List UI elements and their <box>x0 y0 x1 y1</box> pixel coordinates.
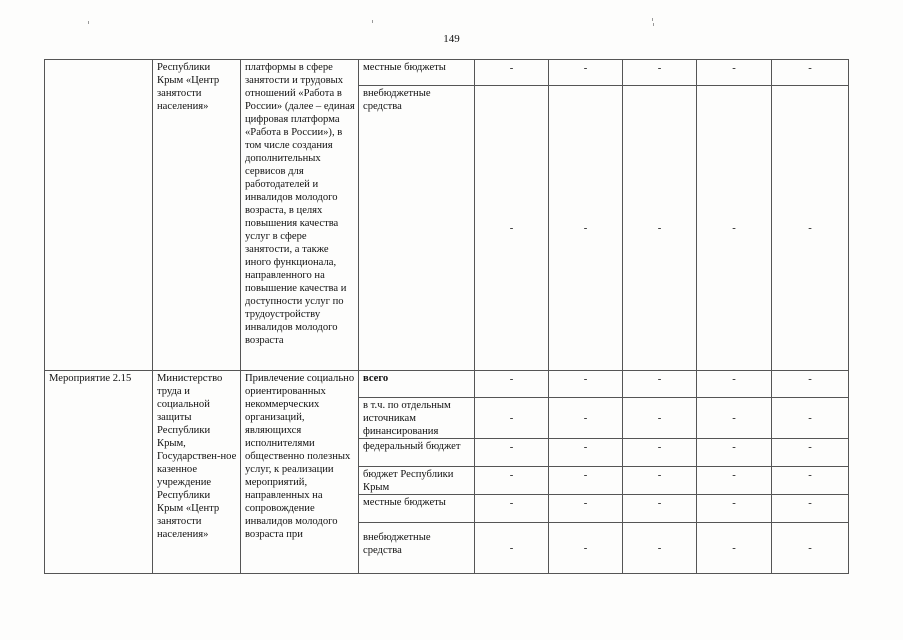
value-cell: - <box>772 439 849 467</box>
value-cell: - <box>697 439 772 467</box>
responsible-cell: Республики Крым «Центр занятости населения» <box>153 60 241 371</box>
funding-source-label: внебюджетные средства <box>359 86 475 371</box>
value-cell: - <box>549 467 623 495</box>
value-cell: - <box>475 398 549 439</box>
value-cell: - <box>697 398 772 439</box>
table-row <box>45 60 849 86</box>
description-cell: платформы в сфере занятости и трудовых отношений «Работа в России» (далее – единая цифровая платформа «Работа в России»), в том числе создания дополнительных сервисов для работодателей и инвалидов молодого возраста, в целях повышения качества услуг в сфере занятости, а также иного функционала, направленного на повышение качества и доступности услуг по трудоустройству инвалидов молодого возраста <box>241 60 359 371</box>
value-cell: - <box>623 495 697 523</box>
value-cell: - <box>772 371 849 398</box>
value-cell: - <box>475 495 549 523</box>
value-cell: - <box>623 467 697 495</box>
responsible-cell: Министерство труда и социальной защиты Республики Крым, Государствен-ное казенное учреждение Республики Крым «Центр занятости населения» <box>153 371 241 574</box>
value-cell: - <box>623 371 697 398</box>
value-cell: - <box>549 439 623 467</box>
funding-source-label: бюджет Республики Крым <box>359 467 475 495</box>
funding-source-label: внебюджетные средства <box>359 523 475 574</box>
value-cell: - <box>549 371 623 398</box>
value-cell: - <box>623 86 697 371</box>
value-cell: - <box>697 495 772 523</box>
value-cell: - <box>549 60 623 86</box>
value-cell: - <box>623 60 697 86</box>
value-cell: - <box>549 398 623 439</box>
scan-speck <box>653 23 654 26</box>
value-cell: - <box>772 523 849 574</box>
value-cell: - <box>475 523 549 574</box>
event-number-cell: Мероприятие 2.15 <box>45 371 153 574</box>
value-cell: - <box>772 495 849 523</box>
value-cell: - <box>475 439 549 467</box>
value-cell: - <box>475 467 549 495</box>
scan-speck <box>372 20 373 23</box>
value-cell: - <box>475 371 549 398</box>
value-cell: - <box>772 398 849 439</box>
value-cell: - <box>697 467 772 495</box>
event-number-cell <box>45 60 153 371</box>
funding-source-label: местные бюджеты <box>359 60 475 86</box>
funding-source-label: местные бюджеты <box>359 495 475 523</box>
funding-source-label: в т.ч. по отдельным источникам финансирования <box>359 398 475 439</box>
value-cell: - <box>697 86 772 371</box>
value-cell: - <box>697 60 772 86</box>
value-cell: - <box>772 467 849 495</box>
table-row <box>45 371 849 398</box>
scan-speck <box>88 21 89 24</box>
scan-speck <box>652 18 653 21</box>
description-cell: Привлечение социально ориентированных некоммерческих организаций, являющихся исполнителями общественно полезных услуг, к реализации мероприятий, направленных на сопровождение инвалидов молодого возраста при <box>241 371 359 574</box>
funding-source-label: федеральный бюджет <box>359 439 475 467</box>
value-cell: - <box>697 523 772 574</box>
value-cell: - <box>549 523 623 574</box>
financing-table <box>44 59 849 574</box>
value-cell: - <box>623 439 697 467</box>
value-cell: - <box>623 523 697 574</box>
page-number: 149 <box>443 33 460 45</box>
value-cell: - <box>549 495 623 523</box>
value-cell: - <box>772 86 849 371</box>
value-cell: - <box>772 60 849 86</box>
value-cell: - <box>475 60 549 86</box>
value-cell: - <box>475 86 549 371</box>
value-cell: - <box>697 371 772 398</box>
value-cell: - <box>549 86 623 371</box>
value-cell: - <box>623 398 697 439</box>
funding-source-label: всего <box>359 371 475 398</box>
